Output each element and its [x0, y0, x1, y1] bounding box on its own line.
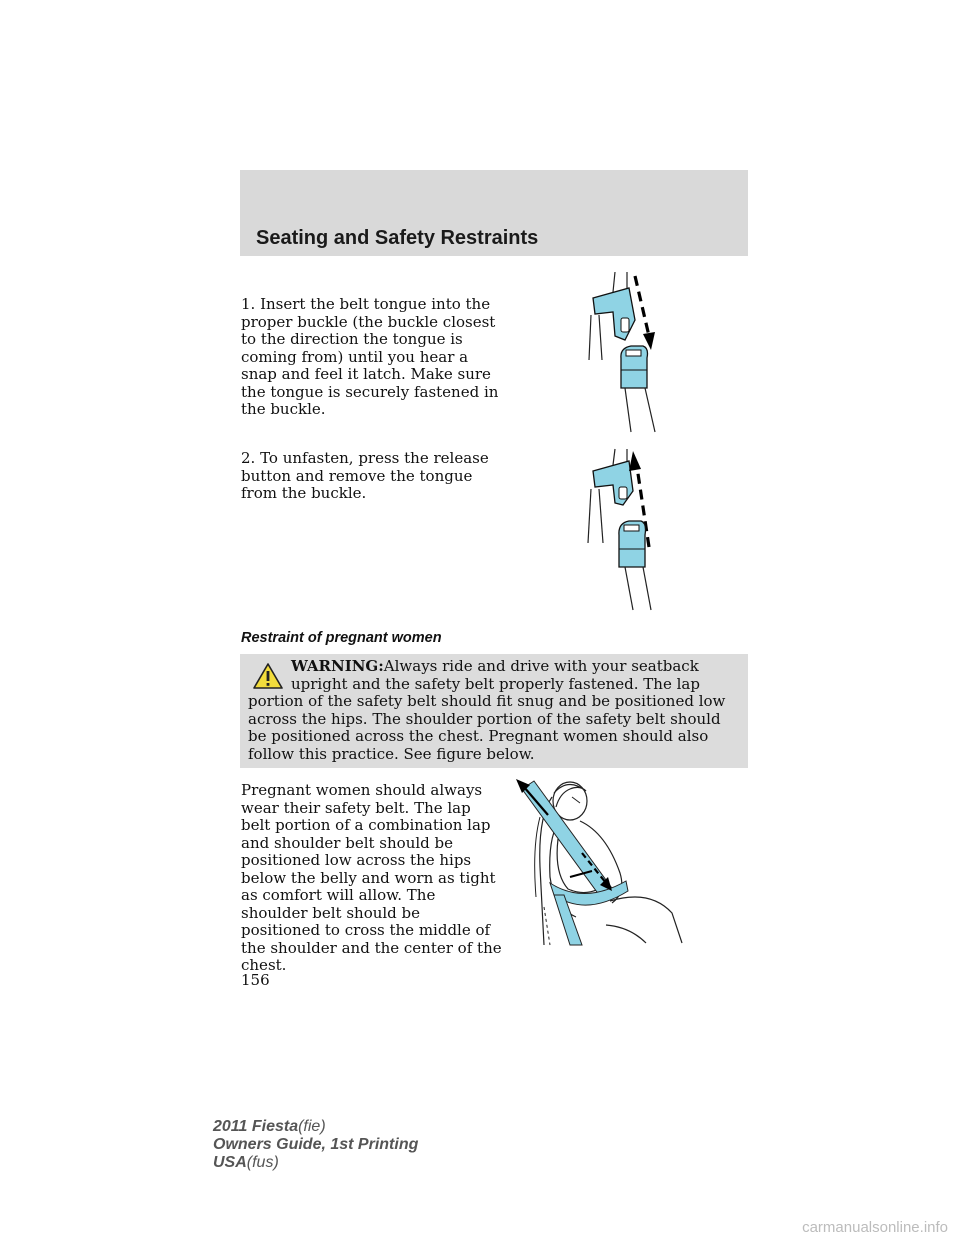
footer-market: USA — [213, 1154, 247, 1171]
footer-model: 2011 Fiesta — [213, 1118, 299, 1135]
footer-guide: Owners Guide, 1st Printing — [213, 1136, 419, 1153]
section-header — [240, 170, 748, 256]
pregnant-women-text: Pregnant women should always wear their safety belt. The lap belt portion of a combination lap and shoulder belt should be positioned low across the hips below the belly and worn as tight as comfort will allow. The shoulder belt should be positioned to cross the middle of the shoulder and the center of the chest. — [241, 781, 502, 974]
footer-market-code: (fus) — [246, 1154, 279, 1171]
document-footer — [213, 1118, 418, 1172]
buckle-fasten-figure — [585, 270, 675, 435]
section-title: Seating and Safety Restraints — [256, 227, 539, 249]
warning-body: Always ride and drive with your seatback upright and the safety belt properly fastened. The lap portion of the safety belt should fit snug and be positioned low across the hips. The shoulder portion of the safety belt should be positioned across the chest. Pregnant women should also follow this practice. See figure below. — [248, 657, 726, 763]
warning-box — [240, 654, 748, 768]
pregnant-woman-belt-figure — [510, 777, 685, 947]
step-1-text: 1. Insert the belt tongue into the proper buckle (the buckle closest to the direction the tongue is coming from) until you hear a snap and feel it latch. Make sure the tongue is securely fastened in the buckle. — [241, 295, 499, 418]
warning-label: WARNING: — [291, 657, 384, 675]
section-heading: Restraint of pregnant women — [241, 630, 442, 646]
page-number: 156 — [241, 971, 270, 989]
footer-model-code: (fie) — [298, 1118, 326, 1135]
watermark: carmanualsonline.info — [802, 1219, 948, 1236]
buckle-unfasten-figure — [585, 447, 675, 612]
step-2-text: 2. To unfasten, press the release button and remove the tongue from the buckle. — [241, 449, 489, 502]
warning-text — [248, 658, 742, 763]
